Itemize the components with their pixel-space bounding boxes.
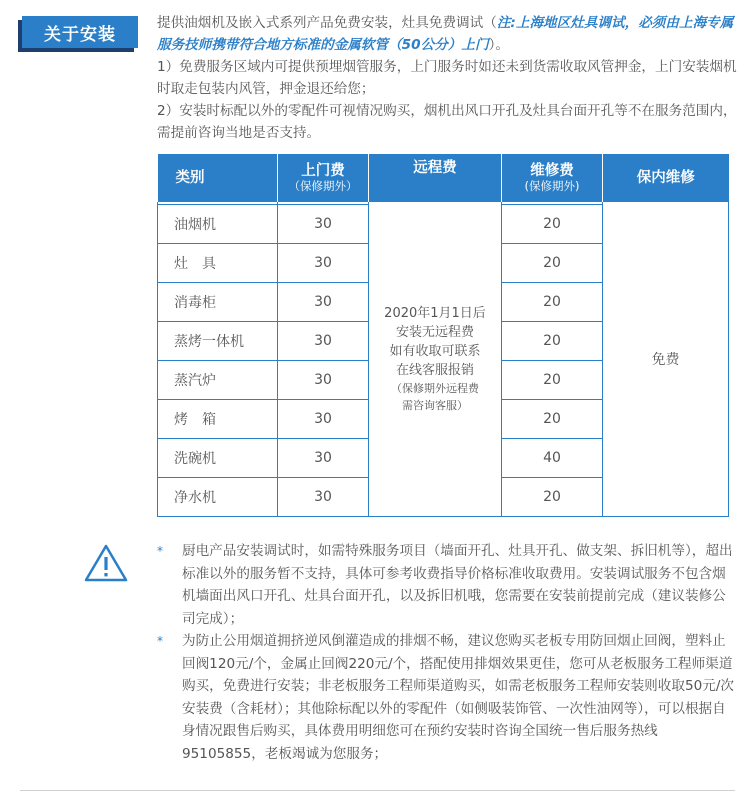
row-repair-fee: 40 (502, 439, 603, 478)
remote-note-line-5: （保修期外远程费 (391, 382, 479, 395)
row-visit-fee: 30 (278, 322, 369, 361)
row-category: 烤 箱 (158, 400, 278, 439)
row-visit-fee: 30 (278, 400, 369, 439)
row-category: 洗碗机 (158, 439, 278, 478)
section-title-badge (22, 16, 138, 48)
remote-fee-note (369, 202, 502, 517)
header-warranty-repair: 保内维修 (603, 154, 729, 202)
note-text: 为防止公用烟道拥挤逆风倒灌造成的排烟不畅，建议您购买老板专用防回烟止回阀，塑料止回阀120元/个，金属止回阀220元/个，搭配使用排烟效果更佳，您可从老板服务工程师渠道购买，免费进行安装；非老板服务工程师渠道购买，如需老板服务工程师安装则收取50元/次安装费（含耗材）；其他除标配以外的零配件（如侧吸装饰管、一次性油网等），可以根据自身情况跟售后购买，具体费用明细您可在预约安装时咨询全国统一售后服务热线95105855，老板竭诚为您服务； (182, 633, 735, 762)
remote-note-line-4: 在线客服报销 (395, 363, 474, 378)
note-item (157, 630, 735, 765)
row-category: 蒸汽炉 (158, 361, 278, 400)
intro-point-1: 1）免费服务区域内可提供预埋烟管服务，上门服务时如还未到货需收取风管押金，上门安装烟机时取走包装内风管，押金退还给您； (157, 59, 737, 97)
row-repair-fee: 20 (502, 322, 603, 361)
row-visit-fee: 30 (278, 361, 369, 400)
intro-lead: 提供油烟机及嵌入式系列产品免费安装，灶具免费调试（ (157, 15, 497, 31)
section-title: 关于安装 (44, 24, 116, 45)
row-visit-fee: 30 (278, 283, 369, 322)
remote-note-line-6: 需咨询客服） (402, 399, 468, 412)
row-repair-fee: 20 (502, 283, 603, 322)
header-category: 类别 (158, 154, 278, 202)
row-category: 蒸烤一体机 (158, 322, 278, 361)
remote-note-line-1: 2020年1月1日后 (384, 306, 486, 321)
intro-paragraph (157, 12, 737, 56)
fee-table-header (158, 154, 729, 202)
row-repair-fee: 20 (502, 244, 603, 283)
intro-highlight-note: 注:上海地区灶具调试，必须由上海专属服务技师携带符合地方标准的金属软管（50公分）上门 (157, 15, 734, 53)
row-repair-fee: 20 (502, 361, 603, 400)
note-item (157, 540, 735, 630)
row-category: 油烟机 (158, 205, 278, 244)
header-repair-fee: 维修费 (保修期外) (502, 154, 603, 202)
warranty-repair-value: 免费 (603, 202, 729, 517)
remote-note-line-3: 如有收取可联系 (389, 344, 481, 359)
intro-tail: ）。 (488, 37, 509, 53)
header-visit-fee: 上门费 （保修期外） (278, 154, 369, 202)
header-remote-fee: 远程费 (369, 154, 502, 202)
row-repair-fee: 20 (502, 205, 603, 244)
intro-point-2: 2）安装时标配以外的零配件可视情况购买，烟机出风口开孔及灶具台面开孔等不在服务范围内，需提前咨询当地是否支持。 (157, 103, 737, 141)
intro-text (157, 12, 737, 144)
row-repair-fee: 20 (502, 400, 603, 439)
row-category: 消毒柜 (158, 283, 278, 322)
row-visit-fee: 30 (278, 439, 369, 478)
row-visit-fee: 30 (278, 244, 369, 283)
remote-note-line-2: 安装无远程费 (395, 325, 474, 340)
row-repair-fee: 20 (502, 478, 603, 517)
row-category: 灶 具 (158, 244, 278, 283)
star-bullet: * (157, 544, 163, 558)
row-category: 净水机 (158, 478, 278, 517)
note-text: 厨电产品安装调试时，如需特殊服务项目（墙面开孔、灶具开孔、做支架、拆旧机等），超出标准以外的服务暂不支持，具体可参考收费指导价格标准收取费用。安装调试服务不包含烟机墙面出风口开孔、灶具台面开孔，以及拆旧机哦，您需要在安装前提前完成（建议装修公司完成）； (182, 543, 733, 627)
bottom-divider (20, 790, 735, 791)
row-visit-fee: 30 (278, 205, 369, 244)
row-visit-fee: 30 (278, 478, 369, 517)
warning-notes (157, 540, 735, 765)
warning-triangle-icon (84, 544, 128, 582)
star-bullet: * (157, 634, 163, 648)
fee-table (157, 154, 729, 517)
